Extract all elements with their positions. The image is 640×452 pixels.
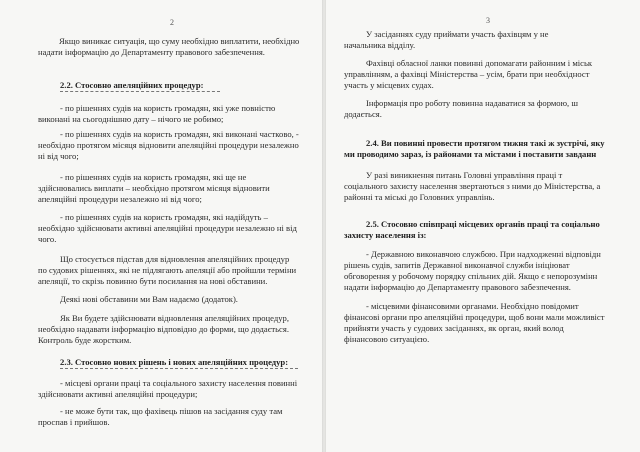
text-line: ні від чого; bbox=[38, 151, 79, 161]
text-line: фінансовою ситуацією. bbox=[344, 334, 430, 344]
text-line: участь у місцевих судах. bbox=[344, 80, 434, 90]
page-number: 3 bbox=[486, 16, 490, 25]
text-line: - Державною виконавчою службою. При надходженні відповідн bbox=[366, 249, 601, 259]
text-line: - по рішеннях судів на користь громадян, які виконані частково, - bbox=[60, 129, 299, 139]
text-line: чого. bbox=[38, 234, 57, 244]
text-line: апеляції, то скрізь повинно бути посилання на нові обставини. bbox=[38, 276, 268, 286]
text-line: рішень судів, запитів Державної виконавчої служби ініціюват bbox=[344, 260, 570, 270]
text-line: здійснювати активні апеляційні процедури; bbox=[38, 389, 198, 399]
text-line: необхідно здійснювати активні апеляційні процедури незалежно ні від bbox=[38, 223, 297, 233]
section-heading-2-4: 2.4. Ви повинні провести протягом тижня такі ж зустрічі, яку bbox=[366, 138, 605, 148]
section-heading-2-5-cont: захисту населення із: bbox=[344, 230, 427, 240]
text-line: Деякі нові обставини ми Вам надаємо (додаток). bbox=[60, 294, 238, 304]
text-line: необхідно протягом місяця відновити апеляційні процедури незалежно bbox=[38, 140, 299, 150]
text-line: проспав і прийшов. bbox=[38, 417, 110, 427]
text-line: управлінням, а фахівці Міністерства – усім, брати при необхідност bbox=[344, 69, 590, 79]
text-line: - по рішеннях судів на користь громадян, які надійдуть – bbox=[60, 212, 268, 222]
text-line: - не може бути так, що фахівець пішов на засідання суду там bbox=[60, 406, 283, 416]
page-number: 2 bbox=[170, 18, 174, 27]
heading-underline bbox=[60, 91, 220, 92]
text-line: Контроль буде жорстким. bbox=[38, 335, 132, 345]
section-heading-2-4-cont: ми проводимо зараз, із районами та містами і поставити завданн bbox=[344, 149, 597, 159]
text-line: надати інформацію до Департаменту правового забезпечення. bbox=[344, 282, 571, 292]
text-line: по судових рішеннях, які не підлягають апеляції або пройшли терміни bbox=[38, 265, 297, 275]
text-line: - по рішеннях судів на користь громадян, які ще не bbox=[60, 172, 247, 182]
text-line: фінансові органи про апеляційні процедури, щоб вони мали можливіст bbox=[344, 312, 605, 322]
text-line: Фахівці обласної ланки повинні допомагати районним і міськ bbox=[366, 58, 593, 68]
text-line: - місцеві органи праці та соціального захисту населення повинні bbox=[60, 378, 298, 388]
text-line: надати інформацію до Департаменту правового забезпечення. bbox=[38, 47, 265, 57]
text-line: - місцевими фінансовими органами. Необхідно повідомит bbox=[366, 301, 579, 311]
text-line: додається. bbox=[344, 109, 382, 119]
text-line: начальника відділу. bbox=[344, 40, 416, 50]
text-line: обговорення у робочому порядку спільних дій. Якщо є непорозумінн bbox=[344, 271, 598, 281]
text-line: соціального захисту населення звертаються з ними до Міністерства, а bbox=[344, 181, 601, 191]
text-line: У разі виникнення питань Головні управління праці т bbox=[366, 170, 563, 180]
text-line: У засіданнях суду приймати участь фахівцям у не bbox=[366, 29, 549, 39]
text-line: апеляційні процедури незалежно ні від чого; bbox=[38, 194, 202, 204]
text-line: Що стосується підстав для відновлення апеляційних процедур bbox=[60, 254, 290, 264]
text-line: районні та міські до Головних управлінь. bbox=[344, 192, 495, 202]
text-line: необхідно надавати інформацію відповідно до форми, що додається. bbox=[38, 324, 289, 334]
text-line: Якщо виникає ситуація, що суму необхідно виплатити, необхідно bbox=[59, 36, 300, 46]
text-line: здійснювались виплати – необхідно протягом місяця відновити bbox=[38, 183, 270, 193]
right-page bbox=[326, 0, 640, 452]
section-heading-2-3: 2.3. Стосовно нових рішень і нових апеляційних процедур: bbox=[60, 357, 289, 367]
section-heading-2-2: 2.2. Стосовно апеляційних процедур: bbox=[60, 80, 204, 90]
text-line: Як Ви будете здійснювати відновлення апеляційних процедур, bbox=[60, 313, 289, 323]
section-heading-2-5: 2.5. Стосовно співпраці місцевих органів праці та соціально bbox=[366, 219, 600, 229]
text-line: - по рішеннях судів на користь громадян, які уже повністю bbox=[60, 103, 276, 113]
text-line: Інформація про роботу повинна надаватися за формою, ш bbox=[366, 98, 578, 108]
text-line: прийняти участь у судових засіданнях, як орган, який волод bbox=[344, 323, 564, 333]
heading-underline bbox=[60, 368, 298, 369]
text-line: виконані на сьогоднішню дату – нічого не робимо; bbox=[38, 114, 224, 124]
